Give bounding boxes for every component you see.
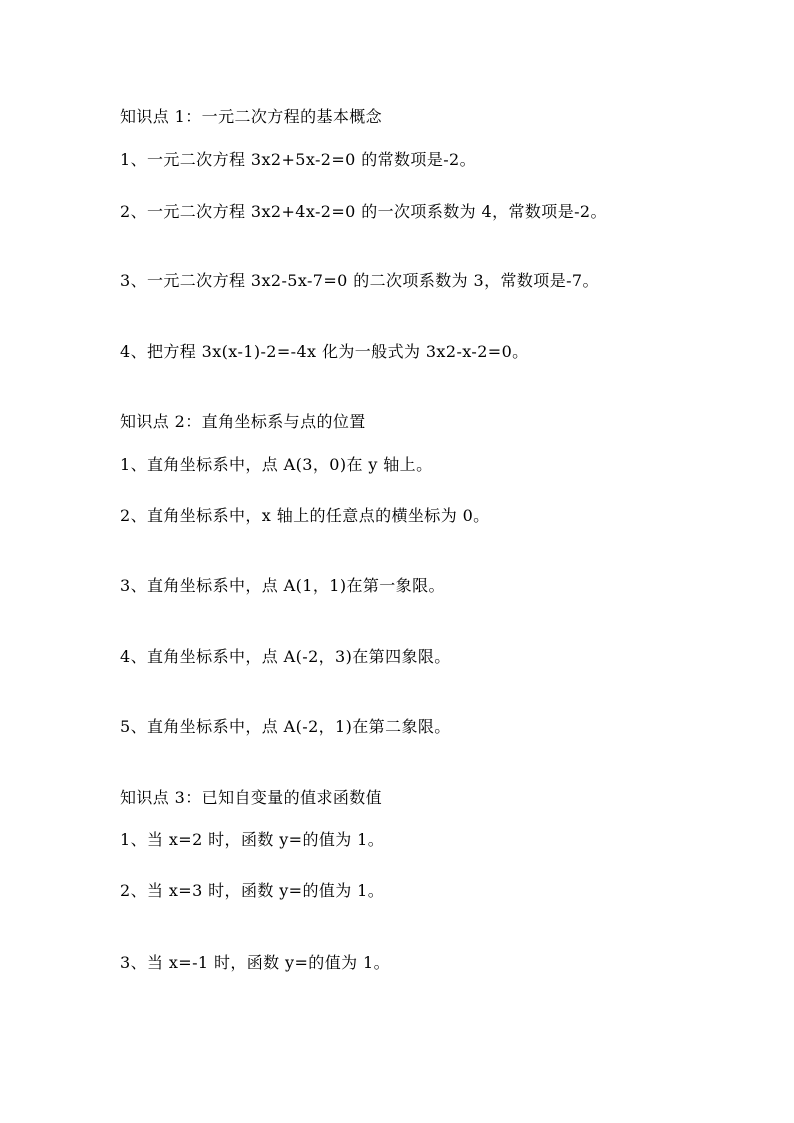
- section-1-heading: 知识点 1：一元二次方程的基本概念: [120, 107, 383, 126]
- section-2-heading: 知识点 2：直角坐标系与点的位置: [120, 412, 366, 431]
- section-2-item-1: 1、直角坐标系中，点 A(3，0)在 y 轴上。: [120, 455, 433, 474]
- section-3-item-1: 1、当 x=2 时，函数 y=的值为 1。: [120, 830, 385, 849]
- section-2-item-2: 2、直角坐标系中，x 轴上的任意点的横坐标为 0。: [120, 506, 490, 525]
- section-2-item-5: 5、直角坐标系中，点 A(-2，1)在第二象限。: [120, 717, 451, 736]
- section-2-item-3: 3、直角坐标系中，点 A(1，1)在第一象限。: [120, 576, 445, 595]
- section-1-item-1: 1、一元二次方程 3x2+5x-2=0 的常数项是-2。: [120, 150, 477, 169]
- section-1-item-4: 4、把方程 3x(x-1)-2=-4x 化为一般式为 3x2-x-2=0。: [120, 342, 529, 361]
- section-1-item-2: 2、一元二次方程 3x2+4x-2=0 的一次项系数为 4，常数项是-2。: [120, 202, 607, 221]
- section-3-item-3: 3、当 x=-1 时，函数 y=的值为 1。: [120, 953, 390, 972]
- section-3-item-2: 2、当 x=3 时，函数 y=的值为 1。: [120, 881, 385, 900]
- section-1-item-3: 3、一元二次方程 3x2-5x-7=0 的二次项系数为 3，常数项是-7。: [120, 271, 599, 290]
- section-2-item-4: 4、直角坐标系中，点 A(-2，3)在第四象限。: [120, 647, 451, 666]
- section-3-heading: 知识点 3：已知自变量的值求函数值: [120, 788, 383, 807]
